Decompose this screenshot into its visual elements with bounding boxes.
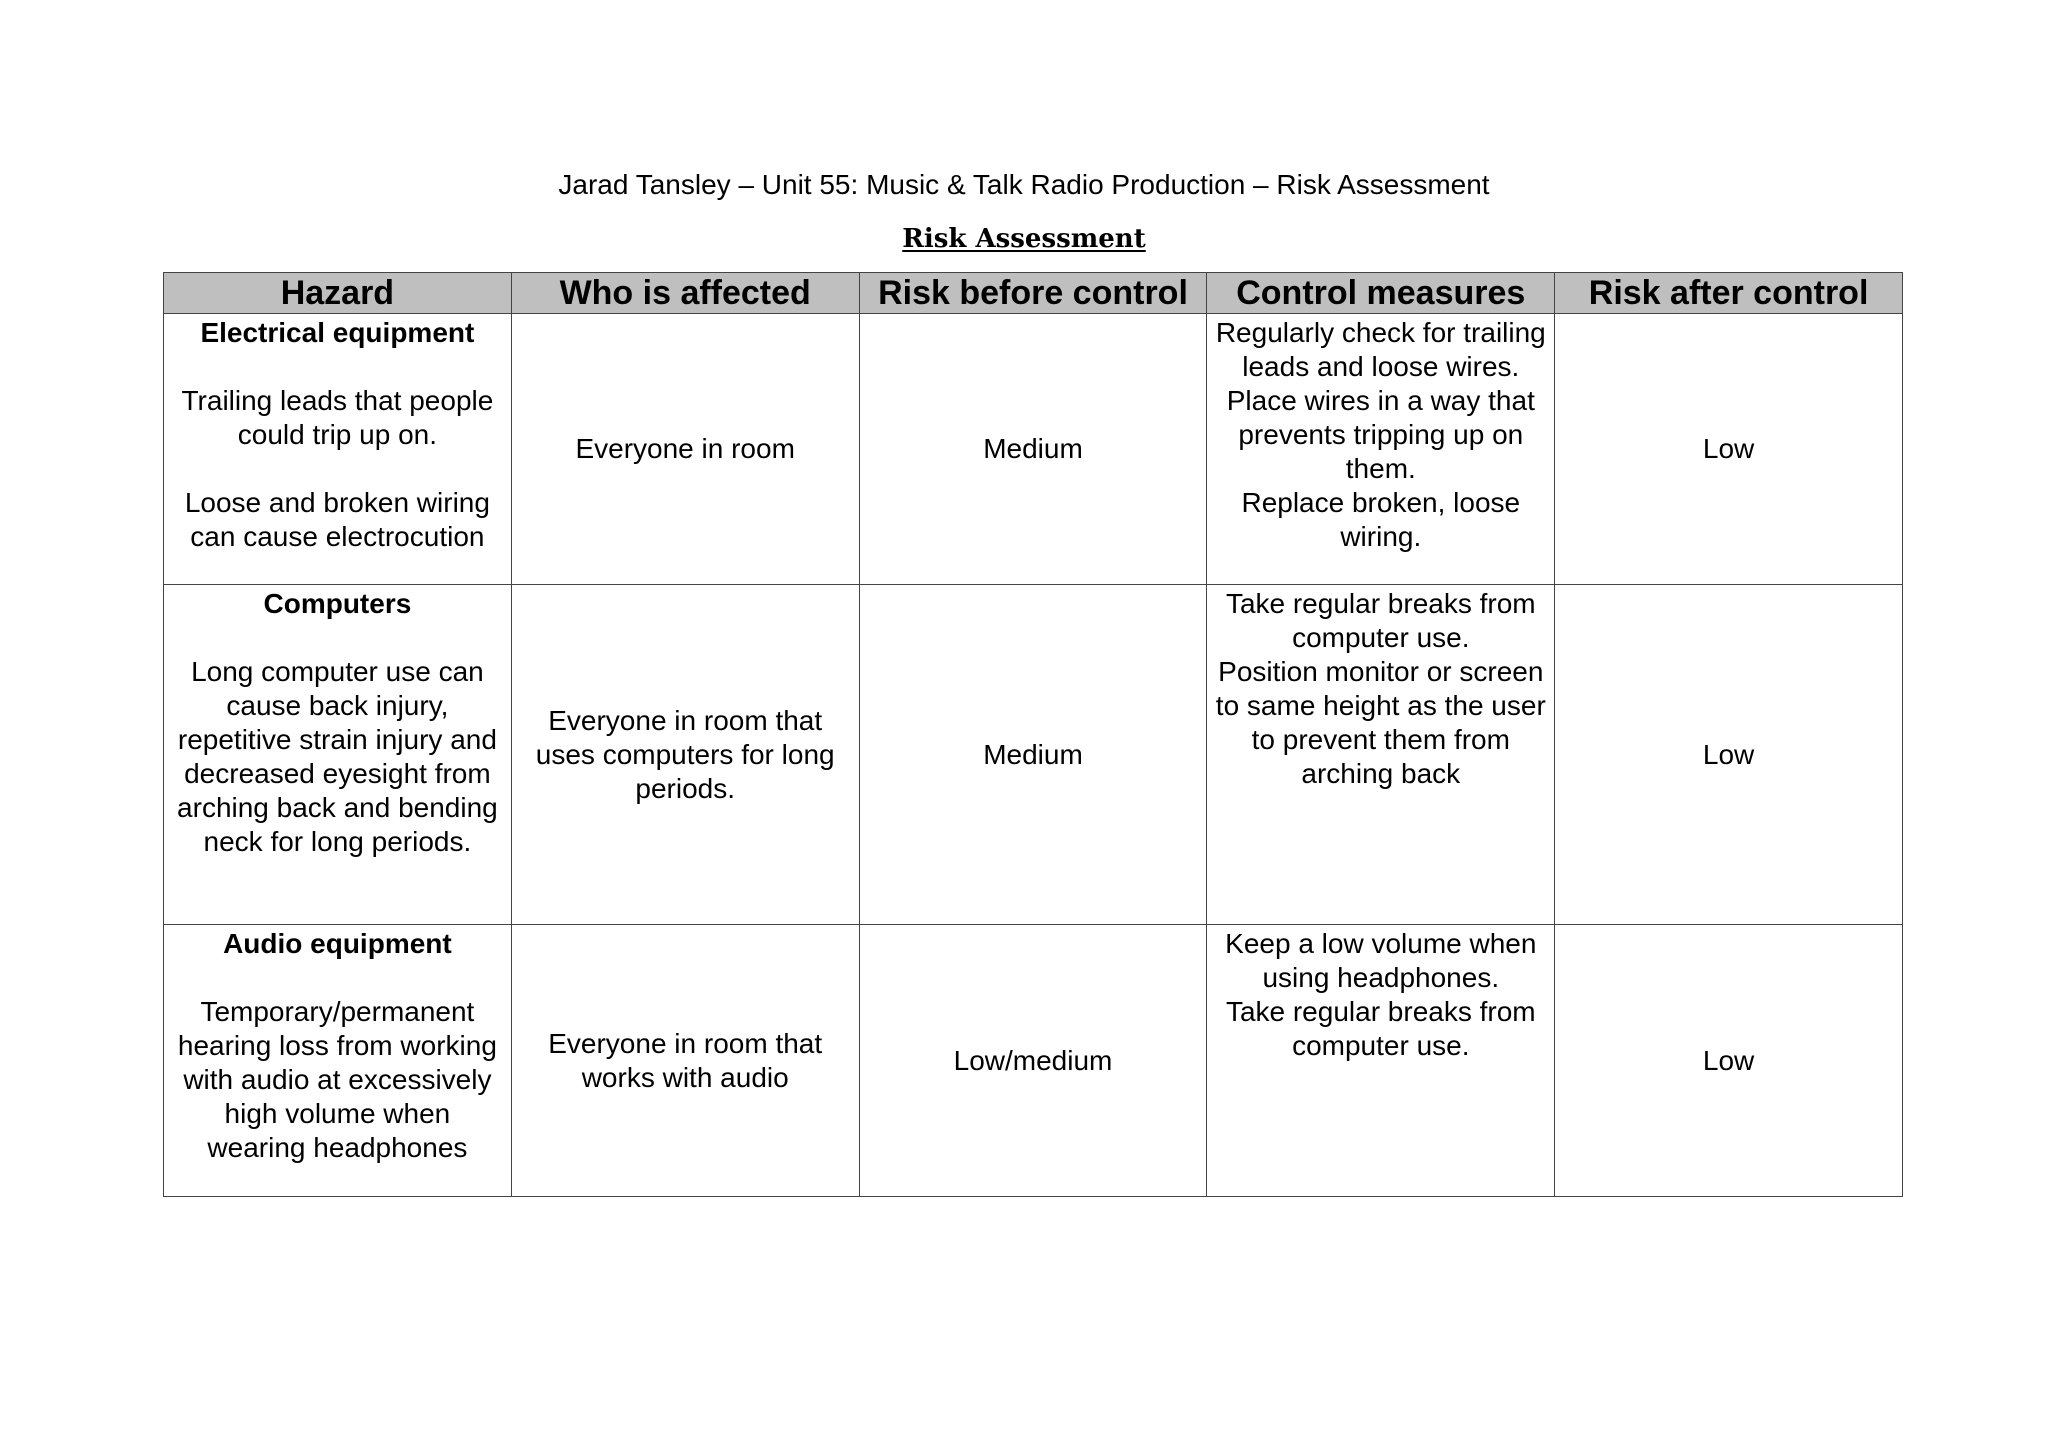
column-header-who-affected: Who is affected bbox=[511, 273, 859, 314]
risk-assessment-table bbox=[163, 272, 1903, 1197]
page-header: Jarad Tansley – Unit 55: Music & Talk Radio Production – Risk Assessment bbox=[558, 169, 1490, 200]
table-row bbox=[164, 925, 1903, 1197]
table-header-row bbox=[164, 273, 1903, 314]
column-header-hazard: Hazard bbox=[164, 273, 512, 314]
hazard-detail: Trailing leads that people could trip up on. bbox=[181, 385, 494, 450]
column-header-risk-before: Risk before control bbox=[859, 273, 1207, 314]
table-header bbox=[164, 273, 1903, 314]
risk-before-cell: Medium bbox=[859, 585, 1207, 925]
control-measures-cell bbox=[1207, 925, 1555, 1197]
who-affected-cell: Everyone in room that uses computers for long periods. bbox=[511, 585, 859, 925]
hazard-detail: Temporary/permanent hearing loss from working with audio at excessively high volume when wearing headphones bbox=[177, 996, 497, 1163]
table-row bbox=[164, 314, 1903, 585]
risk-after-cell: Low bbox=[1555, 925, 1903, 1197]
column-header-control-measures: Control measures bbox=[1207, 273, 1555, 314]
who-affected-cell: Everyone in room bbox=[511, 314, 859, 585]
hazard-title: Computers bbox=[263, 588, 412, 619]
control-measure: Keep a low volume when using headphones. bbox=[1225, 928, 1537, 993]
risk-after-cell: Low bbox=[1555, 314, 1903, 585]
control-measures-cell bbox=[1207, 314, 1555, 585]
control-measure: Take regular breaks from computer use. bbox=[1225, 588, 1536, 653]
risk-after-cell: Low bbox=[1555, 585, 1903, 925]
risk-before-cell: Medium bbox=[859, 314, 1207, 585]
hazard-cell bbox=[164, 585, 512, 925]
table-body bbox=[164, 314, 1903, 1197]
hazard-title: Electrical equipment bbox=[200, 317, 475, 348]
control-measures-cell bbox=[1207, 585, 1555, 925]
hazard-cell bbox=[164, 314, 512, 585]
risk-before-cell: Low/medium bbox=[859, 925, 1207, 1197]
control-measure: Place wires in a way that prevents tripping up on them. bbox=[1226, 385, 1535, 484]
column-header-risk-after: Risk after control bbox=[1555, 273, 1903, 314]
control-measure: Replace broken, loose wiring. bbox=[1241, 487, 1521, 552]
table-row bbox=[164, 585, 1903, 925]
hazard-detail: Loose and broken wiring can cause electrocution bbox=[184, 487, 490, 552]
hazard-cell bbox=[164, 925, 512, 1197]
control-measure: Take regular breaks from computer use. bbox=[1225, 996, 1536, 1061]
hazard-detail: Long computer use can cause back injury, repetitive strain injury and decreased eyesight from arching back and bending neck for long periods. bbox=[177, 656, 498, 857]
document-heading: Risk Assessment bbox=[902, 224, 1146, 254]
hazard-title: Audio equipment bbox=[223, 928, 452, 959]
control-measure: Regularly check for trailing leads and loose wires. bbox=[1215, 317, 1546, 382]
who-affected-cell: Everyone in room that works with audio bbox=[511, 925, 859, 1197]
control-measure: Position monitor or screen to same height as the user to prevent them from arching back bbox=[1215, 656, 1546, 789]
